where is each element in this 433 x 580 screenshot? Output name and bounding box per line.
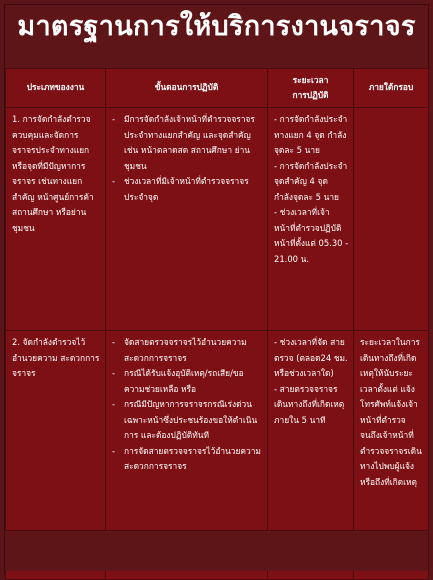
work-type-text: 1. การจัดกำลังตำรวจควบคุมและจัดการจราจรประจำทางแยก หรือจุดที่มีปัญหาการจราจร เช่นทางแยกสำคัญ หน้าศูนย์การค้า สถานศึกษา หรือย่านชุมชน [12,114,94,233]
header-framework [354,69,429,108]
framework-text [354,108,428,114]
procedure-item-text: กรณีมีปัญหาการจราจรกรณีเร่งด่วน เฉพาะหน้าซึ่งประชนร้องขอให้ดำเนินการ และต้องปฏิบัติทันที [124,399,258,440]
page-title: มาตรฐานการให้บริการงานจราจร [17,11,416,42]
duration-text: - การจัดกำลังประจำทางแยก 4 จุด กำลังจุดละ 5 นาย - การจัดกำลังประจำจุดสำคัญ 4 จุด กำลังจุดละ 5 นาย - ช่วงเวลาที่เจ้าหน้าที่ตำรวจปฏิบัติหน้าที่ตั้งแต่ 05.30 - 21.00 น. [274,114,349,264]
procedure-item: - กรณีมีปัญหาการจราจรกรณีเร่งด่วน เฉพาะหน้าซึ่งประชนร้องขอให้ดำเนินการ และต้องปฏิบัติทันที [112,397,263,444]
procedure-item-text: การจัดสายตรวจจราจรไว้อำนวยความสะดวกการจราจร [124,445,261,471]
procedure-item: - ช่วงเวลาที่มีเจ้าหน้าที่ตำรวจจราจรประจำจุด [112,174,263,205]
procedure-item-text: กรณีได้รับแจ้งอุบัติเหตุ/รถเสีย/ขอความช่วยเหลือ หรือ [124,368,244,394]
header-work-type-label: ประเภทของงาน [26,82,85,93]
framework-text: ระยะเวลาในการเดินทางถึงที่เกิดเหตุให้นับระยะเวลาตั้งแต่ แจ้งโทรศัพท์แจ้งเจ้าหน้าที่ตำรวจจนถึงเจ้าหน้าที่ตำรวจจราจรเดินทางไปพบผู้แจ้ง หรือถึงที่เกิดเหตุ [360,337,422,487]
cell-work-type [6,108,106,331]
procedure-item-text: ช่วงเวลาที่มีเจ้าหน้าที่ตำรวจจราจรประจำจุด [124,176,249,202]
header-duration [268,69,354,108]
procedure-item: - มีการจัดกำลังเจ้าหน้าที่ตำรวจจราจรประจำทางแยกสำคัญ และจุดสำคัญเช่น หน้าตลาดสด สถานศึกษา ย่านชุมชน [112,112,263,174]
header-work-type [6,69,106,108]
header-procedure [106,69,268,108]
work-type-text: 2. จัดกำลังตำรวจไว้อำนวยความ สะดวกการจราจร [12,337,100,378]
procedure-item-text: มีการจัดกำลังเจ้าหน้าที่ตำรวจจราจรประจำทางแยกสำคัญ และจุดสำคัญเช่น หน้าตลาดสด สถานศึกษา ย่านชุมชน [124,114,255,171]
header-procedure-label: ขั้นตอนการปฏิบัติ [154,82,219,93]
procedure-item: - จัดสายตรวจจราจรไว้อำนวยความสะดวกการจราจร [112,335,263,366]
procedure-item-text: จัดสายตรวจจราจรไว้อำนวยความสะดวกการจราจร [124,337,247,363]
bottom-bar [5,530,428,571]
procedure-item: - การจัดสายตรวจจราจรไว้อำนวยความสะดวกการจราจร [112,444,263,475]
cell-procedure [106,108,268,331]
header-framework-label: ภายใต้กรอบ [368,82,414,93]
cell-duration [268,108,354,331]
duration-text: - ช่วงเวลาที่จัด สายตรวจ (ตลอด24 ชม. หรือช่วงเวลาใด) - สายตรวจจราจรเดินทางถึงที่เกิดเหตุภายใน 5 นาที [274,337,348,425]
table-row [6,108,429,331]
procedure-item: - กรณีได้รับแจ้งอุบัติเหตุ/รถเสีย/ขอความช่วยเหลือ หรือ [112,366,263,397]
service-standard-table [5,68,429,580]
header-duration-line1: ระยะเวลา [292,74,329,85]
table-header-row [6,69,429,108]
cell-framework [354,108,429,331]
header-duration-line2: การปฏิบัติ [292,90,329,100]
